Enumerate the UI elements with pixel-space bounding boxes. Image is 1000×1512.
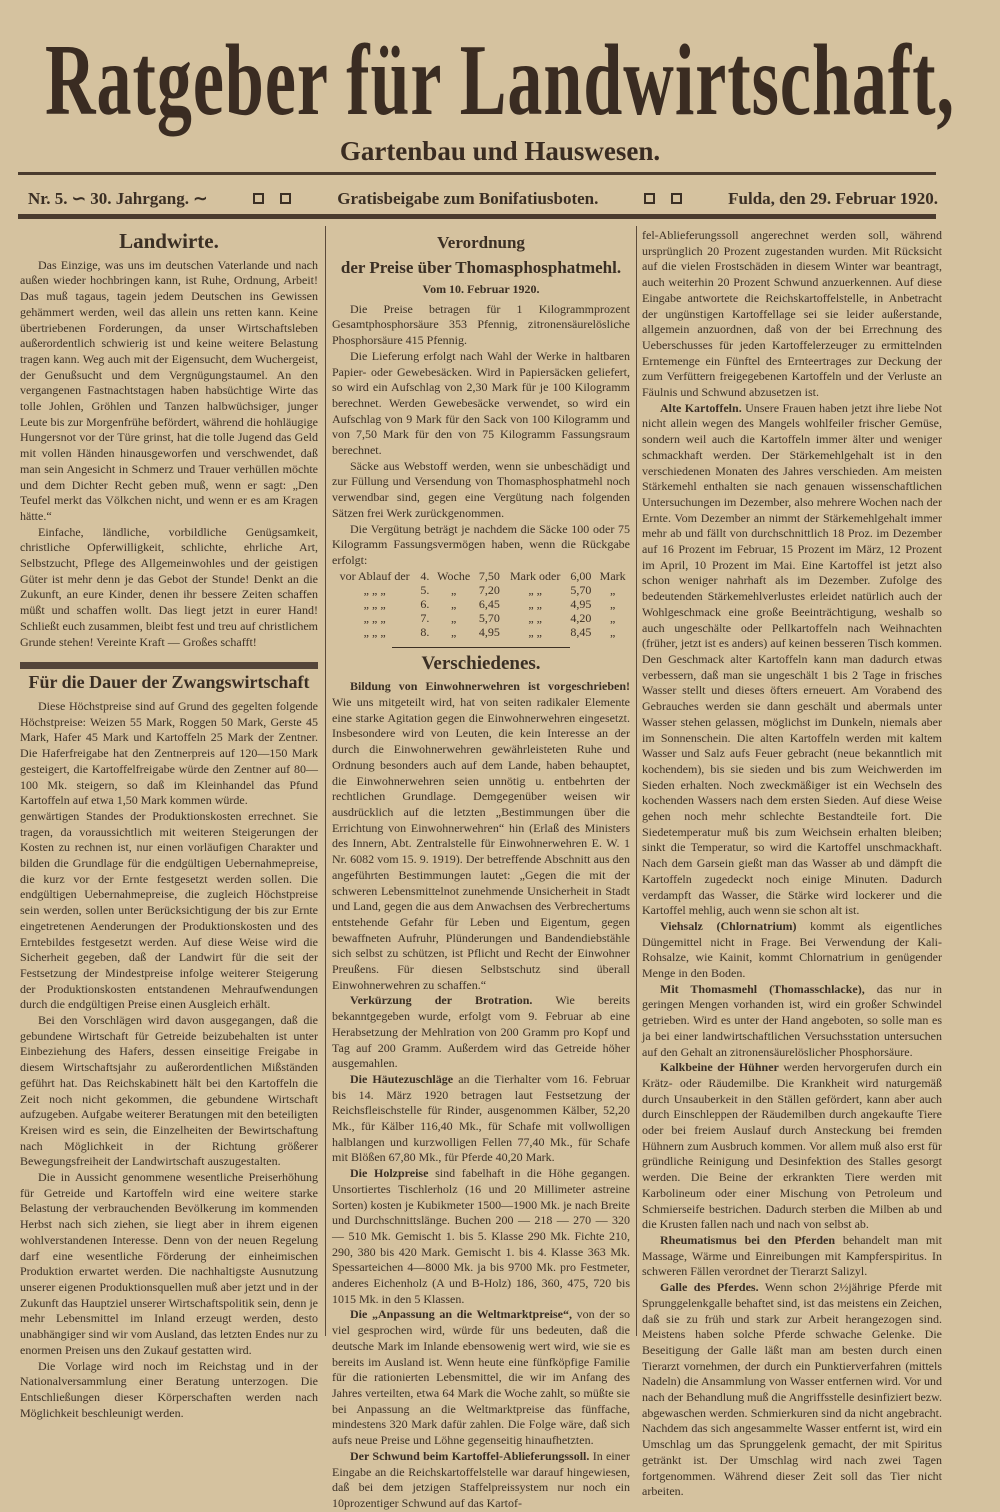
paragraph-lead: Die Holzpreise (350, 1166, 429, 1181)
paragraph-text: In einer Eingabe an die Reichskartoffelstelle war darauf hingewiesen, daß bei dem jetzigen Staffelpreissystem nur noch ein 10prozentiger Schwund auf das Kartof- (332, 1448, 631, 1510)
paragraph-text: das nur in geringen Mengen vorhanden ist, wird ein großer Schwindel getrieben. Wird es unter der Hand angeboten, so solle man es ja bei einer landwirtschaftlichen Versuchsstation untersuchen auf den Gehalt an zitronensäurelöslicher Phosphorsäure. (642, 981, 943, 1059)
paragraph-lead: Der Schwund beim Kartoffel-Ablieferungssoll. (350, 1448, 590, 1463)
table-cell: „ „ (528, 610, 542, 625)
table-cell: 6,00 (570, 568, 592, 583)
paragraph-lead: Rheumatismus bei den Pferden (660, 1233, 836, 1247)
paragraph (332, 679, 630, 993)
paragraph-text: an die Tierhalter vom 16. Februar bis 14. März 1920 betragen laut Festsetzung der Reichsfleischstelle für Rinder, ausgenommen Kälber, 52,20 Mk., für Kälber 116,40 Mk., für Schafe mit vollwolligen halblangen und kurzwolligen Fellen 77,40 Mk., für Schafe mit Blößen 67,80 Mk., für Pferde 40,20 Mark. (332, 1071, 630, 1165)
table-cell: „ „ „ (363, 624, 386, 639)
table-cell: Mark oder (510, 568, 561, 583)
square-ornament-icon (644, 193, 655, 204)
table-cell: 7. (420, 610, 430, 625)
paragraph-lead: Alte Kartoffeln. (660, 400, 742, 415)
paragraph: Die Lieferung erfolgt nach Wahl der Werke in haltbaren Papier- oder Gewebesäcken. Wird in Papiersäcken geliefert, so wird ein Aufschlag von 2,30 Mark für je 100 Kilogramm berechnet. Werden Gewebesäcke verwendet, so wird ein Aufschlag von 9 Mark für den Sack von 100 Kilogramm und von 7,50 Mark für den von 75 Kilogramm Fassungsraum berechnet. (332, 348, 630, 458)
place-date: Fulda, den 29. Februar 1920. (728, 189, 938, 208)
paragraph (332, 1449, 630, 1512)
article-title: Landwirte. (119, 229, 219, 253)
article-title: Verschiedenes. (421, 652, 541, 674)
paragraph-text: werden hervorgerufen durch ein Krätz- oder Räudemilbe. Die Krankheit wird naturgemäß durch Unsauberkeit in den Ställen gefördert, kann aber auch durch Einschleppen der Räudemilben durch angekaufte Tiere oder bei freiem Auslauf durch Ansteckung bei fremden Hühnern zum Ausbruch kommen. Vor allem muß also erst für gründliche Reinigung und Desinfektion des Stalles gesorgt werden. Die Beine der erkrankten Tiere werden mit Karbolineum oder einer Mischung von Petroleum und Schmierseife bestrichen. Dadurch sterben die Milben ab und die Krusten fallen nach und nach von selbst ab. (642, 1060, 943, 1232)
table-cell: „ „ (528, 582, 542, 597)
paragraph-text: kommt als eigentliches Düngemittel nicht in Frage. Bei Verwendung der Kali-Rohsalze, wie Kainit, kommt Chlornatrium in genügender Menge in den Boden. (642, 918, 942, 981)
square-ornament-icon (671, 193, 682, 204)
paragraph-text: behandelt man mit Massage, Wärme und Einreibungen mit Kampferspiritus. In schweren Fällen verordnet der Tierarzt Salizyl. (642, 1233, 942, 1279)
table-row (332, 569, 630, 583)
table-row (332, 597, 630, 611)
paragraph: Die Vorlage wird noch im Reichstag und in der Nationalversammlung einer Beratung unterzogen. Die Entschließungen dieser Körperschaften werden nach Möglichkeit beschleunigt werden. (20, 1358, 318, 1420)
table-cell: „ (610, 596, 616, 611)
table-cell: 4,95 (570, 596, 592, 611)
table-cell: 5,70 (478, 610, 500, 625)
table-cell: 5. (420, 582, 430, 597)
square-ornament-icon (253, 193, 264, 204)
table-cell: „ „ (528, 624, 542, 639)
table-cell: vor Ablauf der (339, 568, 410, 583)
paragraph (642, 919, 942, 982)
column-divider (325, 226, 326, 1336)
table-cell: „ „ (528, 596, 542, 611)
paragraph-text: von der so viel gesprochen wird, würde für uns bedeuten, daß die deutsche Mark im Inlande ebensowenig wert wird, wie sie es bereits im Ausland ist. Wenn heute eine fünfköpfige Familie für die rationierten Lebensmittel, die wir im Anfang des Jahres verteilten, etwa 64 Mark die Woche zahlt, so müßte sie bei Anpassung an die Weltmarktpreise das fünffache, mindestens 320 Mark dafür zahlen. Die Folge wäre, daß sich aufs neue Preise und Löhne gegenseitig hinaufhetzten. (332, 1307, 630, 1448)
article-title: Verordnung (437, 233, 525, 252)
table-cell: 6. (420, 596, 430, 611)
paragraph-lead: Mit Thomasmehl (Thomasschlacke), (660, 981, 865, 996)
ornament-divider (392, 647, 571, 648)
article-zwangswirtschaft (20, 672, 318, 1421)
table-cell: 4. (420, 568, 430, 583)
paragraph: Einfache, ländliche, vorbildliche Genügsamkeit, christliche Opferwilligkeit, schlichte, ehrliche Art, Selbstzucht, Pflege des Allgemeinwohles und der geistigen Güter ist mehr denn je das Gebot der Stunde! Denkt an die Zukunft, an eure Kinder, denen ihr bessere Zeiten schaffen müßt und schaffen wollt. Das liegt jetzt in eurer Hand! Schließt euch zusammen, bleibt fest und treu auf christlichem Grunde stehen! Vereinte Kraft — Großes schafft! (20, 524, 318, 649)
paragraph-text: fel-Ablieferungssoll angerechnet werden soll, während ursprünglich 20 Prozent zugestanden wurden. Mit Rücksicht auf die vielen Frostschäden in diesem Winter war beantragt, auch weiterhin 20 Prozent Schwund anzuerkennen. Auf diese Eingabe antwortete die Reichskartoffelstelle, in Anbetracht der ungünstigen Kartoffellage sei sie leider außerstande, allgemein anzuordnen, daß von der bei Errechnung des Ueberschusses für jeden Kartoffelerzeuger zu ermittelnden Erntemenge ein Fünftel des Ernteertrages zur Deckung der zum Verfüttern freigegebenen Kartoffeln und der Verluste an Fäulnis und Schwund abzusetzen ist. (642, 228, 942, 400)
ornament-icon: ∼ (193, 189, 208, 208)
paragraph-lead: Verkürzung der Brotration. (350, 993, 533, 1008)
table-cell: „ (610, 624, 616, 639)
paragraph (332, 1072, 630, 1166)
table-cell: „ (451, 596, 457, 611)
newspaper-subtitle: Gartenbau und Hauswesen. (339, 136, 661, 166)
table-cell: 7,20 (478, 582, 500, 597)
table-cell: Woche (437, 568, 471, 583)
table-cell: „ „ „ (363, 610, 386, 625)
issue-info-line (28, 186, 938, 212)
paragraph: Die Vergütung beträgt je nachdem die Säcke 100 oder 75 Kilogramm Fassungsvermögen haben, wenn die Rückgabe erfolgt: (332, 521, 630, 567)
column-3 (642, 228, 942, 1500)
table-cell: 6,45 (478, 596, 500, 611)
section-divider (20, 662, 318, 669)
table-cell: Mark (599, 568, 626, 583)
supplement-note: Gratisbeigabe zum Bonifatiusboten. (337, 189, 599, 208)
table-cell: „ (451, 624, 457, 639)
paragraph-lead: Die „Anpassung an die Weltmarktpreise“, (350, 1307, 572, 1322)
paragraph: Diese Höchstpreise sind auf Grund des gegelten folgende Höchstpreise: Weizen 55 Mark, Roggen 50 Mark, Gerste 45 Mark, Hafer 45 Mark und Kartoffeln 25 Mark der Zentner. Die Haferfreigabe hat den Zentnerpreis auf 120—150 Mark gesteigert, die Kartoffelfreigabe würde den Zentner auf 80—100 Mk. steigern, so daß im Kleinhandel das Pfund Kartoffeln auf etwa 1,50 Mark kommen würde. (20, 698, 318, 808)
paragraph-lead: Kalkbeine der Hühner (660, 1060, 779, 1075)
article-title: Für die Dauer der Zwangswirtschaft (28, 672, 310, 693)
decree-date: Vom 10. Februar 1920. (422, 282, 540, 296)
paragraph: genwärtigen Standes der Produktionskosten errechnet. Sie tragen, da voraussichtlich mit weiteren Steigerungen der Kosten zu rechnen ist, nur einen vorläufigen Charakter und bilden die Grundlage für die endgültigen Uebernahmepreise, die kurz vor der Ernte festgesetzt werden sollen. Die endgültigen Uebernahmepreise, die zugleich Höchstpreise sein werden, sollen unter Berücksichtigung der bis zur Ernte eingetretenen Aenderungen der Produktionskosten und des Erntebildes festgesetzt werden. Auf diese Weise wird die Sicherheit gegeben, daß der Landwirt für die seit der Festsetzung der Mindestpreise infolge weiterer Steigerung der Produktionskosten entstandenen Mehraufwendungen durch die endgültigen Preise einen Ausgleich erhält. (20, 808, 318, 1012)
table-cell: „ „ „ (363, 582, 386, 597)
header-rule-bottom (18, 214, 936, 219)
paragraph: Säcke aus Webstoff werden, wenn sie unbeschädigt und zur Füllung und Versendung von Thomasphosphatmehl noch verwendbar sind, gegen eine Vergütung nach folgenden Sätzen frei Werk zurückgenommen. (332, 458, 630, 520)
paragraph (642, 1060, 942, 1233)
article-title-line-2: der Preise über Thomasphosphatmehl. (340, 258, 622, 277)
column-1 (20, 228, 318, 1421)
table-cell: „ (451, 610, 457, 625)
table-cell: „ (610, 610, 616, 625)
table-cell: „ (610, 582, 616, 597)
paragraph (332, 1166, 630, 1307)
newspaper-title: Ratgeber für Landwirtschaft, (44, 25, 956, 138)
paragraph (642, 1233, 942, 1280)
paragraph: Die Preise betragen für 1 Kilogrammprozent Gesamtphosphorsäure 353 Pfennig, zitronensäurelösliche Phosphorsäure 415 Pfennig. (332, 301, 630, 348)
masthead (0, 18, 1000, 138)
issue-number: Nr. 5. (28, 189, 68, 208)
paragraph (642, 401, 942, 919)
article-verordnung (332, 232, 630, 639)
article-landwirte (20, 229, 318, 650)
table-cell: 8,45 (570, 624, 592, 639)
column-divider (636, 226, 637, 1336)
paragraph-text: Wie bereits bekanntgegeben wurde, erfolgt vom 9. Februar ab eine Herabsetzung der Mehlration von 200 Gramm pro Kopf und Tag auf 200 Gramm. Außerdem wird das Getreide höher ausgemahlen. (332, 993, 630, 1071)
table-cell: 5,70 (570, 582, 592, 597)
paragraph-lead: Viehsalz (Chlornatrium) (660, 918, 797, 933)
paragraph-lead: Bildung von Einwohnerwehren ist vorgeschrieben! (350, 679, 630, 694)
table-row (332, 583, 630, 597)
paragraph (642, 982, 942, 1061)
table-cell: 8. (420, 624, 430, 639)
paragraph-text: Wenn schon 2½jährige Pferde mit Sprunggelenkgalle behaftet sind, ist das meistens ein Zeichen, daß sie zu früh und stark zur Arbeit herangezogen sind. Meistens haben solche Pferde schwache Gelenke. Die Beseitigung der Galle läßt man am besten durch einen Tierarzt vornehmen, der durch ein Punktierverfahren (mittels Nadeln) die Ansammlung von Wasser entfernen wird. Vor und nach der Behandlung muß die Angriffsstelle desinfiziert bezw. abgewaschen werden. Schmierkuren sind da nicht angebracht. Nachdem das sich angesammelte Wasser entfernt ist, wird ein Umschlag um das Sprunggelenk gemacht, der mit Spiritus getränkt ist. Der Umschlag wird nach zwei Tagen fortgenommen. Während dieser Zeit soll das Tier nicht arbeiten. (642, 1280, 942, 1499)
volume: 30. Jahrgang. (90, 189, 189, 208)
paragraph-lead: Galle des Pferdes. (660, 1280, 759, 1295)
paragraph-text: sind fabelhaft in die Höhe gegangen. Unsortiertes Tischlerholz (16 und 20 Millimeter astreine Sorten) kosten je Kubikmeter 1500—1900 Mk. je nach Breite und Durchschnittslänge. Buchen 200 — 218 — 270 — 320 — 510 Mk. Gemischt 1. bis 5. Klasse 290 Mk. Fichte 210, 290, 380 bis 420 Mark. Gemischt 1. bis 4. Klasse 363 Mk. Spessarteichen 4—8000 Mk. ja bis 9700 Mk. pro Festmeter, anderes Eichenholz (A und B-Holz) 186, 360, 475, 720 bis 1015 Mk. in den 5 Klassen. (332, 1166, 630, 1306)
table-cell: 4,20 (570, 610, 592, 625)
paragraph (332, 1307, 630, 1448)
table-cell: 4,95 (478, 624, 500, 639)
paragraph: Bei den Vorschlägen wird davon ausgegangen, daß die gebundene Wirtschaft für Getreide beizubehalten ist unter Einbeziehung des Hafers, dessen einseitige Freigabe in diesem Wirtschaftsjahr zu außerordentlichen Mißständen geführt hat. Das Reichskabinett hält bei den Kartoffeln die Zeit noch nicht gekommen, die gebundene Wirtschaft aufzugeben. Aufgabe weiterer Beratungen mit den beteiligten Kreisen wird es sein, die Einzelheiten der Bewirtschaftung nach Möglichkeit in der Richtung größerer Bewegungsfreiheit der Landwirtschaft auszugestalten. (20, 1013, 318, 1169)
table-row (332, 625, 630, 639)
paragraph (642, 1280, 942, 1500)
refund-table (332, 569, 630, 639)
square-ornament-icon (280, 193, 291, 204)
paragraph-lead: Die Häutezuschläge (350, 1071, 454, 1086)
table-cell: 7,50 (478, 568, 500, 583)
table-cell: „ „ „ (363, 596, 386, 611)
paragraph: Die in Aussicht genommene wesentliche Preiserhöhung für Getreide und Kartoffeln wird eine weitere starke Belastung der verbrauchenden Bevölkerung im kommenden Herbst nach sich ziehen, sie liegt aber in ihrem eigenen wohlverstandenen Interesse. Denn von der neuen Regelung darf eine wesentliche Förderung der einheimischen Produktion erwartet werden. Die nachhaltigste Ausnutzung unserer eigenen Produktionsquellen muß aber jetzt und in der Zukunft das Hauptziel unserer Wirtschaftspolitik sein, denn je mehr Lebensmittel im Inland erzeugt werden, desto unabhängiger sind wir vom Ausland, das letzten Endes nur zu enormen Preisen uns den Zukauf gestatten wird. (20, 1170, 318, 1357)
ornament-icon: ∽ (71, 189, 87, 208)
paragraph (642, 228, 942, 401)
header-rule-top (18, 172, 936, 175)
article-verschiedenes (332, 652, 631, 1512)
paragraph: Das Einzige, was uns im deutschen Vaterlande und nach außen wieder hochbringen kann, ist Ruhe, Ordnung, Arbeit! Das muß tagaus, tagein jedem Deutschen ins Gewissen gehämmert werden, weil das allein uns retten kann. Keine übertriebenen Forderungen, da unser Wirtschaftsleben außerordentlich schwierig ist und keine weitere Belastung tragen kann. Weg auch mit der Eigensucht, dem Wuchergeist, der Genußsucht und dem Vergnügungstaumel. An den vergangenen Fastnachtstagen haben habsüchtige Wirte das tolle Johlen, Gröhlen und Tanzen halbwüchsiger, junger Leute bis zur Morgenfrühe befördert, während die hohläugige Hungersnot vor der Türe grinst, hat die tolle Jugend das Geld mit vollen Händen hinausgeworfen und verschwendet, daß man sein Angesicht in Schmerz und Trauer verhüllen möchte und dem Dichter Recht geben muß, wenn er sagt: „Den Teufel merkt das Völkchen nicht, und wenn er es am Kragen hätte.“ (20, 257, 318, 523)
paragraph (332, 993, 630, 1072)
column-2 (332, 228, 630, 1512)
paragraph-text: Unsere Frauen haben jetzt ihre liebe Not nicht allein wegen des Mangels wohlfeiler frischer Gemüse, sondern weil auch die Kartoffeln immer älter und weniger schmackhaft werden. Der Stärkemehlgehalt ist in den verschiedenen Monaten des Jahres verschieden. Am meisten Stärkemehl enthalten sie nach genauen wissenschaftlichen Untersuchungen im Dezember, also mehrere Wochen nach der Ernte. Vom Dezember an nimmt der Stärkemehlgehalt immer mehr ab und fällt von durchschnittlich 18 Proz. im Dezember auf 16 Prozent im Februar, 15 Prozent im März, 12 Prozent im April, 10 Prozent im Mai. Eine Kartoffel ist jetzt also schon weniger nahrhaft als im Dezember. Zufolge des bedeutenden Stärkemehlverlustes erleidet natürlich auch der Wohlgeschmack eine große Beeinträchtigung, weshalb so auch ungeschälte oder Pellkartoffeln nach Weihnachten (früher, jetzt ist es anders) auf keinen besseren Tisch kommen. Den Geschmack alter Kartoffeln kann man dadurch etwas verbessern, daß man sie ungeschält 1 bis 2 Tage in frisches Wasser stellt und dieses öfters erneuert. Am Vorabend des Gebrauches werden sie dann geschält und abermals unter Wasser stehen gelassen, möglichst im Dunkeln, niemals aber im Sonnenschein. Die alten Kartoffeln werden mit kaltem Wasser und Salz aufs Feuer gebracht (neue bekanntlich mit kochendem), bis sie sieden und bis zum Weichwerden im Sieden erhalten. Noch zweckmäßiger ist ein Wechseln des kochenden Wassers nach dem ersten Sieden. Auf diese Weise gehen noch mehr schlechte Bestandteile fort. Die Siedetemperatur muß bis zum Weichsein erhalten bleiben; sinkt die Temperatur, so wird die Kartoffel unschmackhaft. Nach dem Garsein gießt man das Wasser ab und dämpft die Kartoffeln zugedeckt noch einige Minuten. Dadurch verdampft das Wasser, die Stärke wird lockerer und die Kartoffel mehlig, auch wenn sie schon alt ist. (642, 400, 942, 918)
table-cell: „ (451, 582, 457, 597)
table-row (332, 611, 630, 625)
paragraph-text: Wie uns mitgeteilt wird, hat von seiten radikaler Elemente eine starke Agitation gegen die Einwohnerwehren eingesetzt. Insbesondere wird von Leuten, die kein Interesse an der durch die Einwohnerwehren gewährleisteten Ruhe und Ordnung besonders auch auf dem Lande, haben behauptet, die Einwohnerwehren seien unnötig u. entbehrten der rechtlichen Grundlage. Demgegenüber weisen wir ausdrücklich auf die letzten „Bestimmungen über die Errichtung von Einwohnerwehren“ hin (Erlaß des Ministers des Innern, Abt. Zentralstelle für Einwohnerwehren E. W. 1 Nr. 6082 vom 15. 9. 1919). Der betreffende Abschnitt aus den angeführten Bestimmungen lautet: „Gegen die mit der schweren Lebensmittelnot zunehmende Unsicherheit in Stadt und Land, gegen die aus dem Anwachsen des Verbrechertums entstehende Gefahr für Leben und Eigentum, gegen bewaffneten Aufruhr, Plünderungen und Bandendiebstähle sich selbst zu schützen, ist Pflicht und Recht der Einwohner Preußens. Für diesen Selbstschutz sind überall Einwohnerwehren zu schaffen.“ (332, 695, 630, 992)
